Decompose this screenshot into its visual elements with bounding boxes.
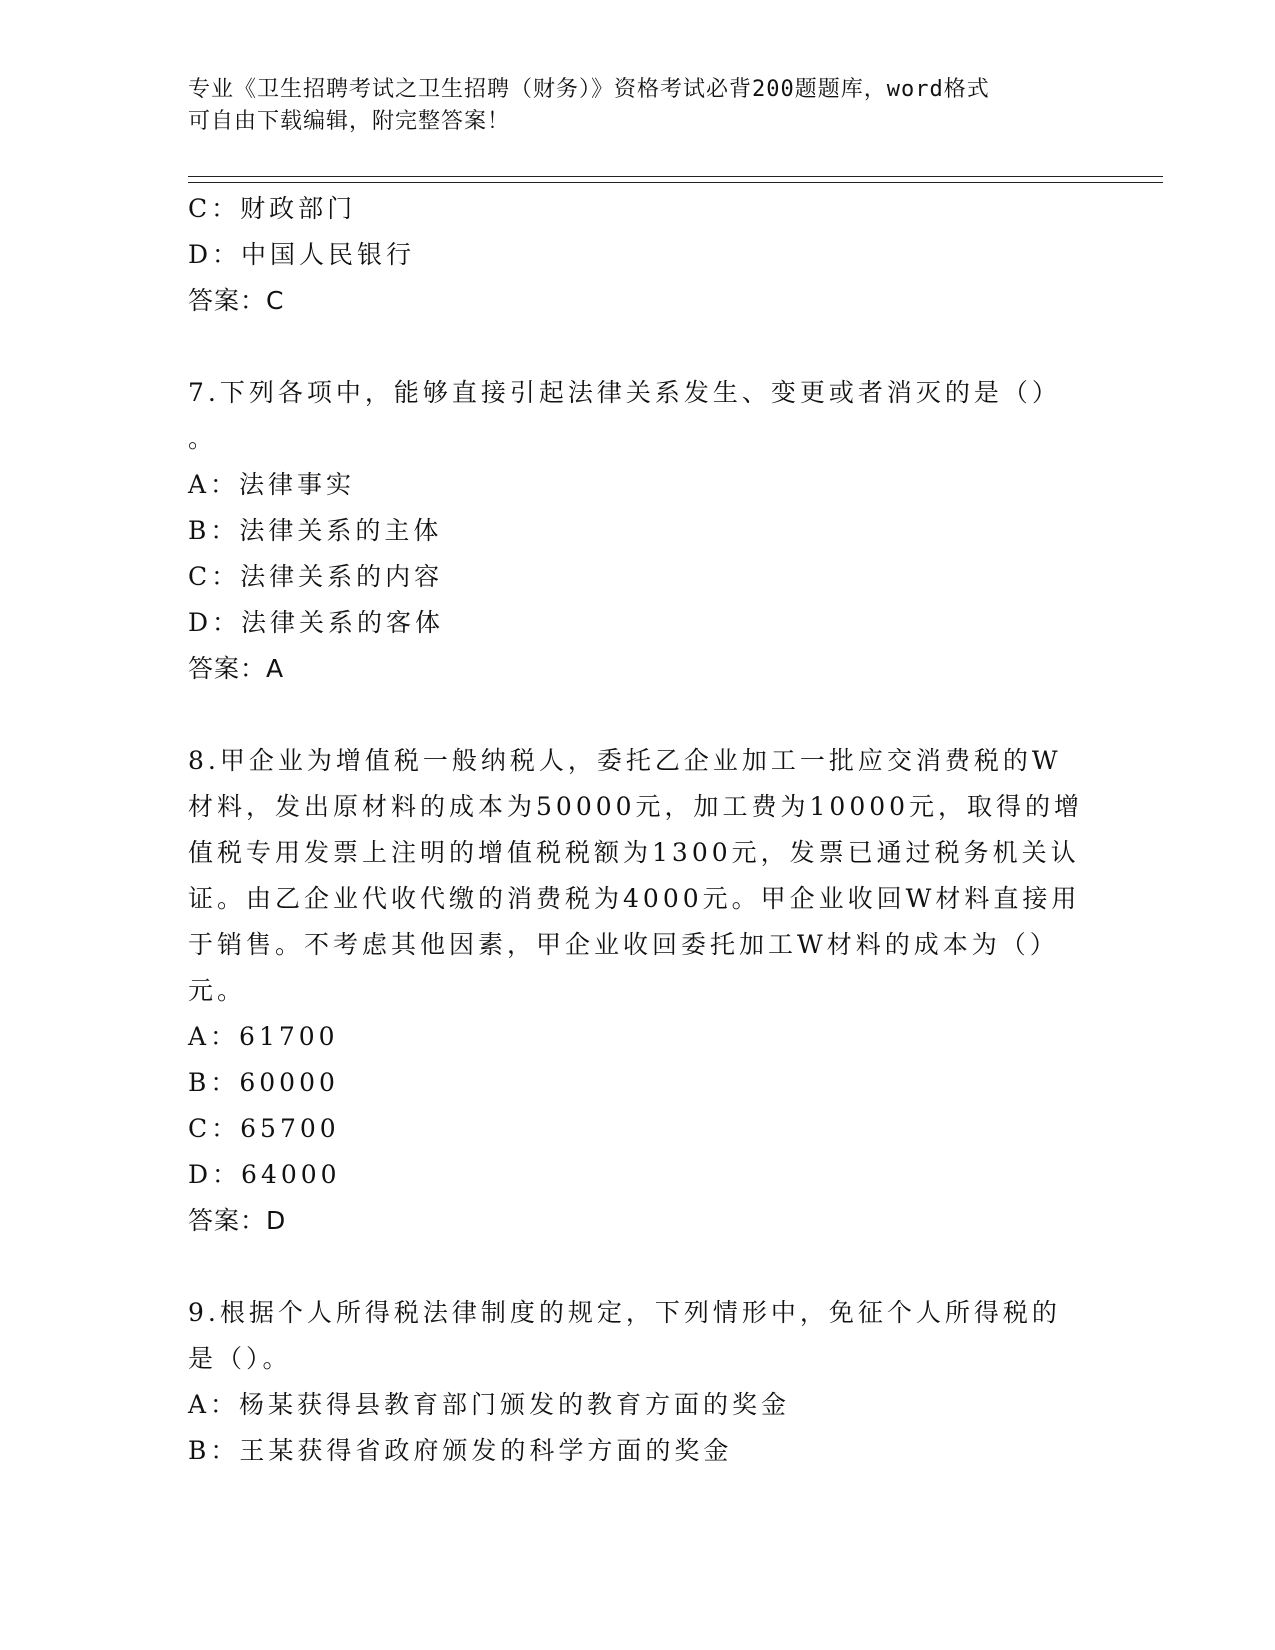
q8-stem-line-3: 值税专用发票上注明的增值税税额为1300元，发票已通过税务机关认 <box>188 838 1080 867</box>
q6-option-c: C：财政部门 <box>188 194 357 223</box>
q8-option-a: A：61700 <box>188 1022 339 1051</box>
q8-option-b: B：60000 <box>188 1068 339 1097</box>
header-divider-top <box>188 176 1163 177</box>
q7-option-b: B：法律关系的主体 <box>188 516 443 545</box>
header-line-2: 可自由下载编辑，附完整答案！ <box>188 109 511 134</box>
document-header <box>188 74 1088 138</box>
q8-stem-line-2: 材料，发出原材料的成本为50000元，加工费为10000元，取得的增 <box>188 792 1084 821</box>
q7-option-c: C：法律关系的内容 <box>188 562 444 591</box>
q7-option-d: D：法律关系的客体 <box>188 608 445 637</box>
spacer <box>188 324 1088 370</box>
q7-stem-line-1: 7.下列各项中，能够直接引起法律关系发生、变更或者消灭的是（） <box>188 378 1061 407</box>
q8-stem-line-5: 于销售。不考虑其他因素，甲企业收回委托加工W材料的成本为（） <box>188 930 1059 959</box>
q7-answer: 答案：A <box>188 654 285 683</box>
question-6-tail <box>188 186 1088 324</box>
q8-option-d: D：64000 <box>188 1160 341 1189</box>
question-9 <box>188 1290 1088 1474</box>
q8-stem-line-1: 8.甲企业为增值税一般纳税人，委托乙企业加工一批应交消费税的W <box>188 746 1062 775</box>
q6-option-d: D：中国人民银行 <box>188 240 416 269</box>
q9-stem-line-2: 是（）。 <box>188 1344 292 1373</box>
q9-stem-line-1: 9.根据个人所得税法律制度的规定，下列情形中，免征个人所得税的 <box>188 1298 1061 1327</box>
spacer <box>188 1244 1088 1290</box>
q8-stem-line-6: 元。 <box>188 976 247 1005</box>
q9-option-a: A：杨某获得县教育部门颁发的教育方面的奖金 <box>188 1390 791 1419</box>
q7-option-a: A：法律事实 <box>188 470 356 499</box>
question-content <box>188 186 1088 1474</box>
q8-answer: 答案：D <box>188 1206 287 1235</box>
question-7 <box>188 370 1088 692</box>
q8-stem-line-4: 证。由乙企业代收代缴的消费税为4000元。甲企业收回W材料直接用 <box>188 884 1081 913</box>
q6-answer: 答案：C <box>188 286 285 315</box>
header-line-1: 专业《卫生招聘考试之卫生招聘（财务）》资格考试必背200题题库，word格式 <box>188 77 990 102</box>
q7-stem-line-2: 。 <box>188 424 218 453</box>
spacer <box>188 692 1088 738</box>
header-divider-bottom <box>188 182 1163 183</box>
q9-option-b: B：王某获得省政府颁发的科学方面的奖金 <box>188 1436 733 1465</box>
q8-option-c: C：65700 <box>188 1114 340 1143</box>
question-8 <box>188 738 1088 1244</box>
